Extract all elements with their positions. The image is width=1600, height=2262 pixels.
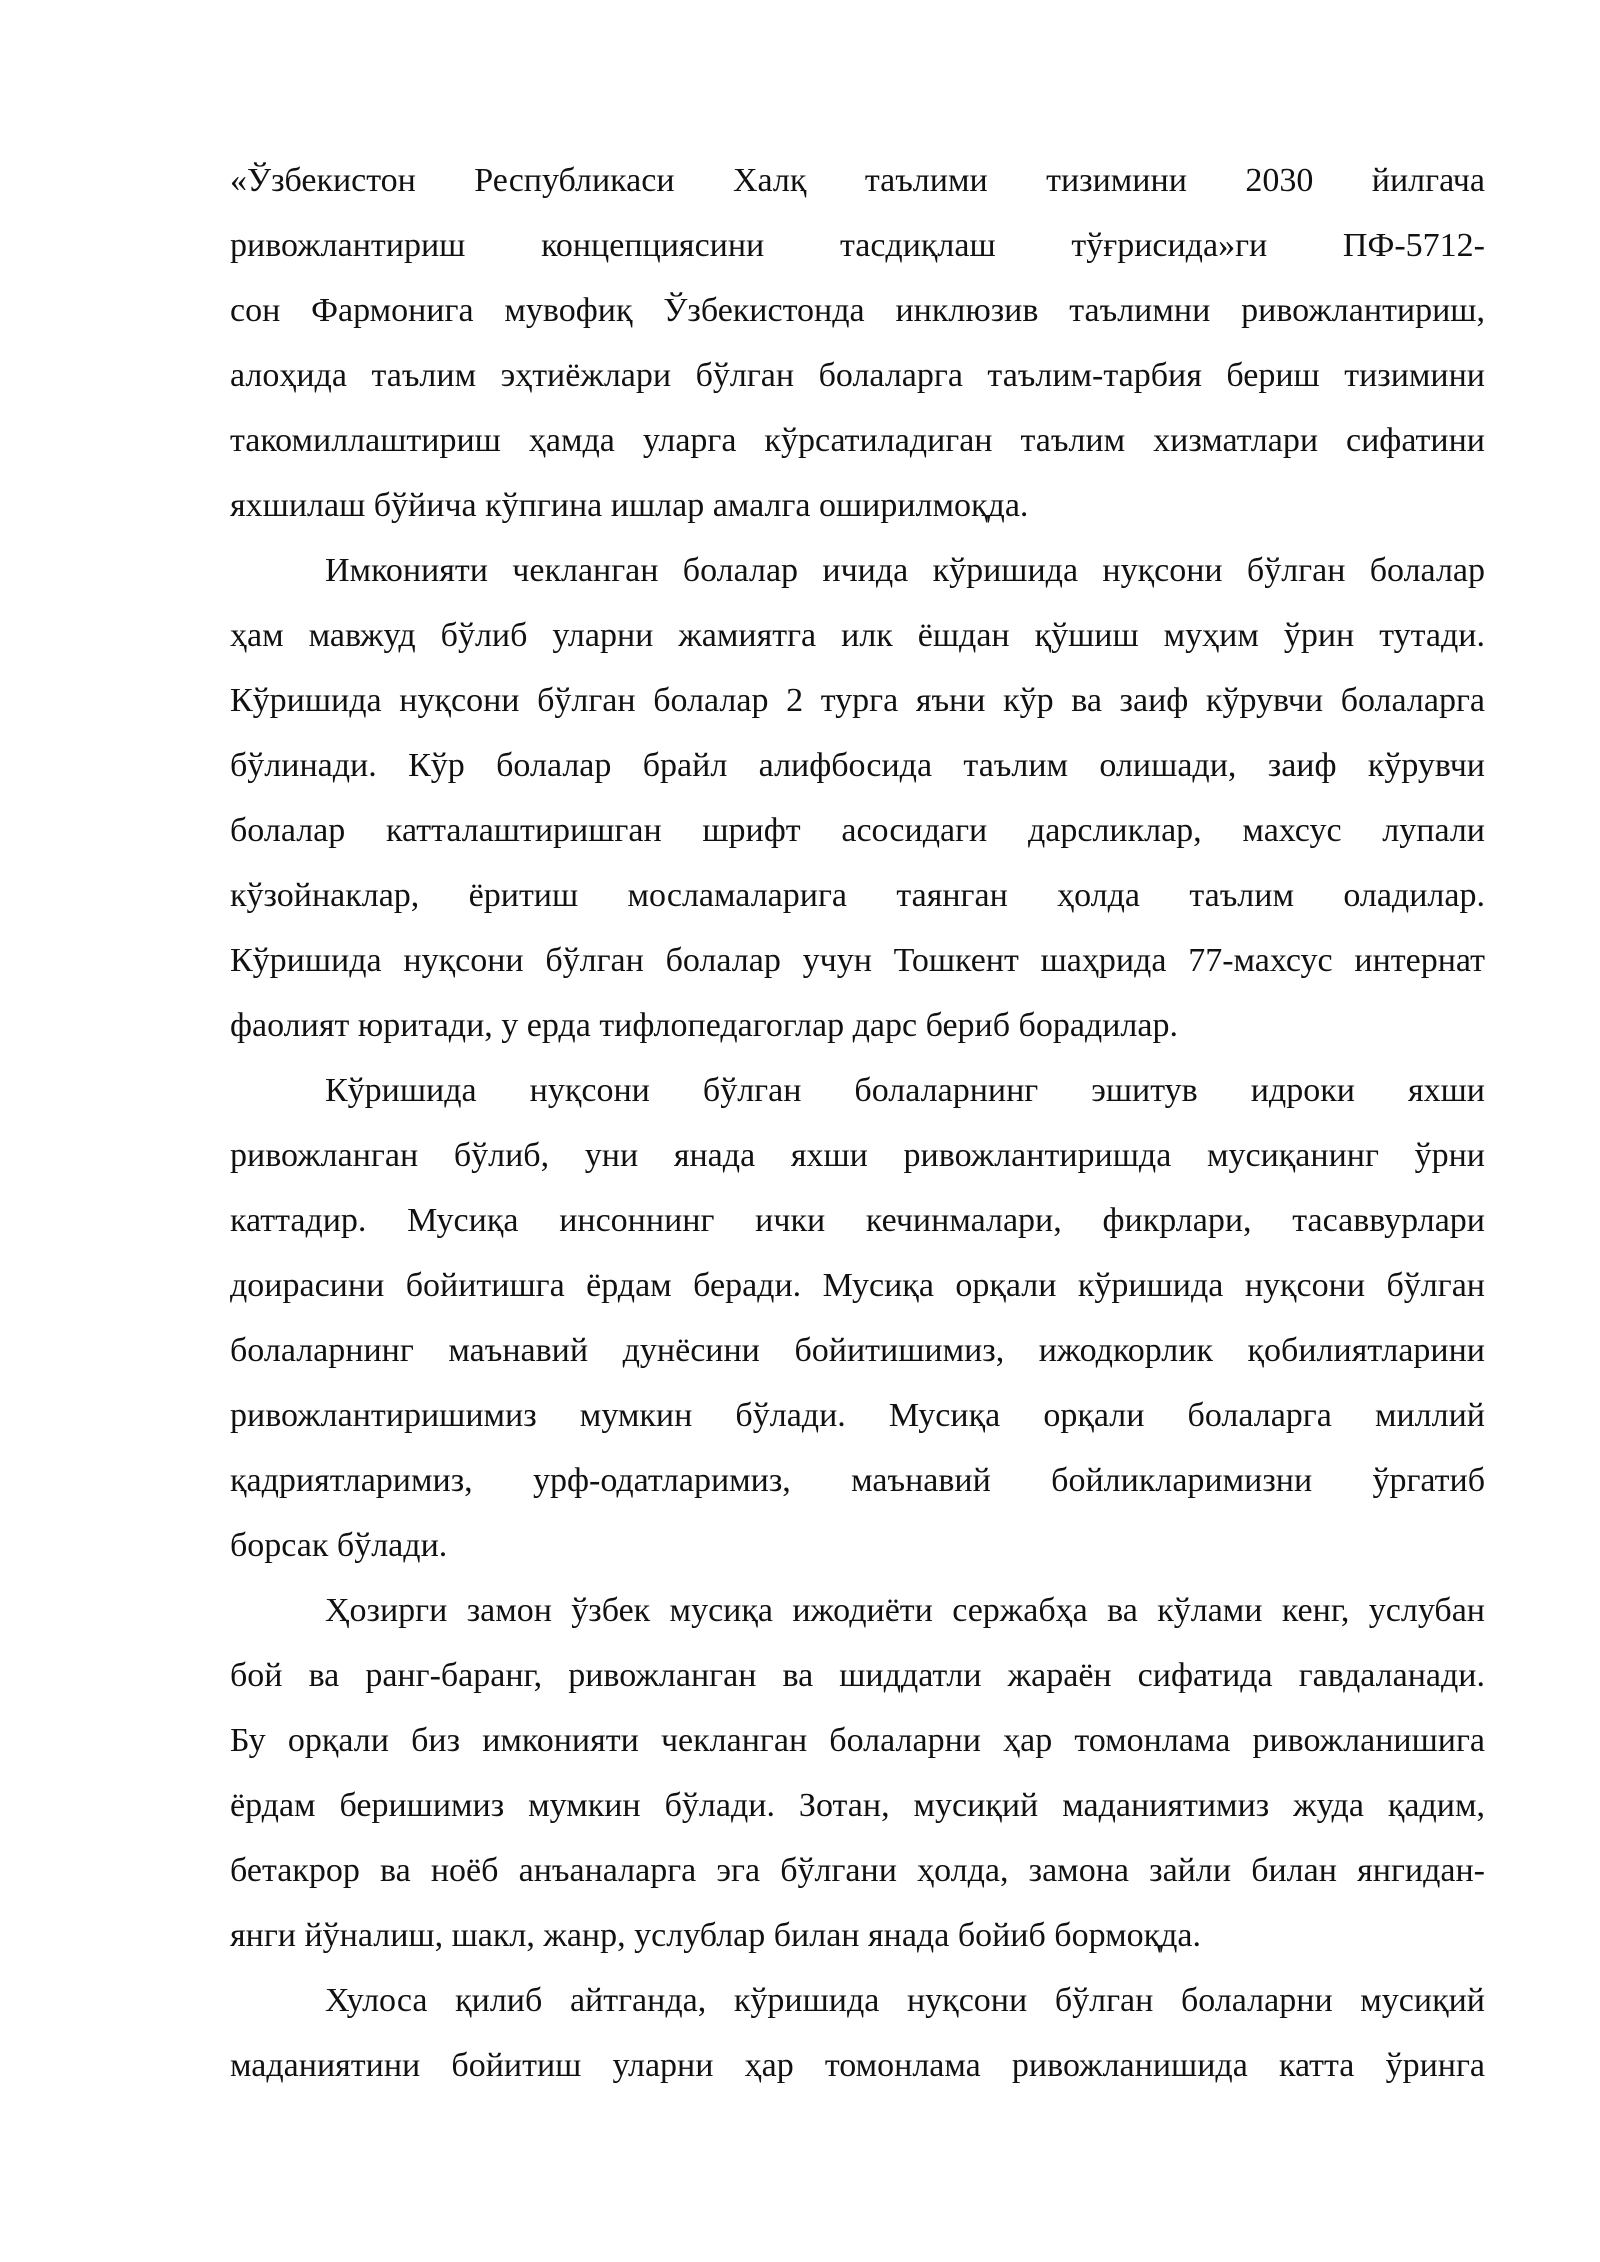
paragraph-3 <box>230 1058 1485 1578</box>
text-line: янги йўналиш, шакл, жанр, услублар билан янада бойиб бормоқда. <box>230 1917 1202 1954</box>
text-line: ёрдам беришимиз мумкин бўлади. Зотан, мусиқий маданиятимиз жуда қадим, <box>230 1787 1485 1824</box>
text-line: болалар катталаштиришган шрифт асосидаги дарсликлар, махсус лупали <box>230 812 1485 849</box>
paragraph-2 <box>230 538 1485 1058</box>
text-line: ривожланган бўлиб, уни янада яхши ривожлантиришда мусиқанинг ўрни <box>230 1137 1485 1174</box>
text-line: борсак бўлади. <box>230 1527 448 1564</box>
paragraph-5 <box>230 1968 1485 2098</box>
text-line: Ҳозирги замон ўзбек мусиқа ижодиёти сержабҳа ва кўлами кенг, услубан <box>325 1592 1485 1629</box>
text-line: ҳам мавжуд бўлиб уларни жамиятга илк ёшдан қўшиш муҳим ўрин тутади. <box>230 617 1485 654</box>
text-line: Кўришида нуқсони бўлган болалар учун Тошкент шаҳрида 77-махсус интернат <box>230 942 1485 979</box>
text-line: Бу орқали биз имконияти чекланган болаларни ҳар томонлама ривожланишига <box>230 1722 1485 1759</box>
text-line: бўлинади. Кўр болалар брайл алифбосида таълим олишади, заиф кўрувчи <box>230 747 1485 784</box>
paragraph-4 <box>230 1578 1485 1968</box>
text-line: қадриятларимиз, урф-одатларимиз, маънавий бойликларимизни ўргатиб <box>230 1462 1485 1499</box>
text-line: «Ўзбекистон Республикаси Халқ таълими тизимини 2030 йилгача <box>230 162 1485 199</box>
text-line: фаолият юритади, у ерда тифлопедагоглар дарс бериб борадилар. <box>230 1007 1178 1044</box>
text-line: маданиятини бойитиш уларни ҳар томонлама ривожланишида катта ўринга <box>230 2047 1485 2084</box>
text-line: Кўришида нуқсони бўлган болалар 2 турга яъни кўр ва заиф кўрувчи болаларга <box>230 682 1485 719</box>
text-line: Хулоса қилиб айтганда, кўришида нуқсони бўлган болаларни мусиқий <box>325 1982 1485 2019</box>
text-line: каттадир. Мусиқа инсоннинг ички кечинмалари, фикрлари, тасаввурлари <box>230 1202 1485 1239</box>
text-line: ривожлантириш концепциясини тасдиқлаш тўғрисида»ги ПФ-5712- <box>230 227 1485 264</box>
text-line: алоҳида таълим эҳтиёжлари бўлган болаларга таълим-тарбия бериш тизимини <box>230 357 1485 394</box>
paragraph-1 <box>230 148 1485 538</box>
text-line: бетакрор ва ноёб анъаналарга эга бўлгани ҳолда, замона зайли билан янгидан- <box>230 1852 1485 1889</box>
text-line: кўзойнаклар, ёритиш мосламаларига таянган ҳолда таълим оладилар. <box>230 877 1485 914</box>
text-line: доирасини бойитишга ёрдам беради. Мусиқа орқали кўришида нуқсони бўлган <box>230 1267 1485 1304</box>
text-line: такомиллаштириш ҳамда уларга кўрсатиладиган таълим хизматлари сифатини <box>230 422 1485 459</box>
text-line: сон Фармонига мувофиқ Ўзбекистонда инклюзив таълимни ривожлантириш, <box>230 292 1485 329</box>
text-line: Имконияти чекланган болалар ичида кўришида нуқсони бўлган болалар <box>325 552 1485 589</box>
text-line: яхшилаш бўйича кўпгина ишлар амалга оширилмоқда. <box>230 487 1029 524</box>
document-body <box>230 148 1485 2098</box>
text-line: ривожлантиришимиз мумкин бўлади. Мусиқа орқали болаларга миллий <box>230 1397 1485 1434</box>
text-line: Кўришида нуқсони бўлган болаларнинг эшитув идроки яхши <box>325 1072 1485 1109</box>
text-line: болаларнинг маънавий дунёсини бойитишимиз, ижодкорлик қобилиятларини <box>230 1332 1485 1369</box>
text-line: бой ва ранг-баранг, ривожланган ва шиддатли жараён сифатида гавдаланади. <box>230 1657 1485 1694</box>
